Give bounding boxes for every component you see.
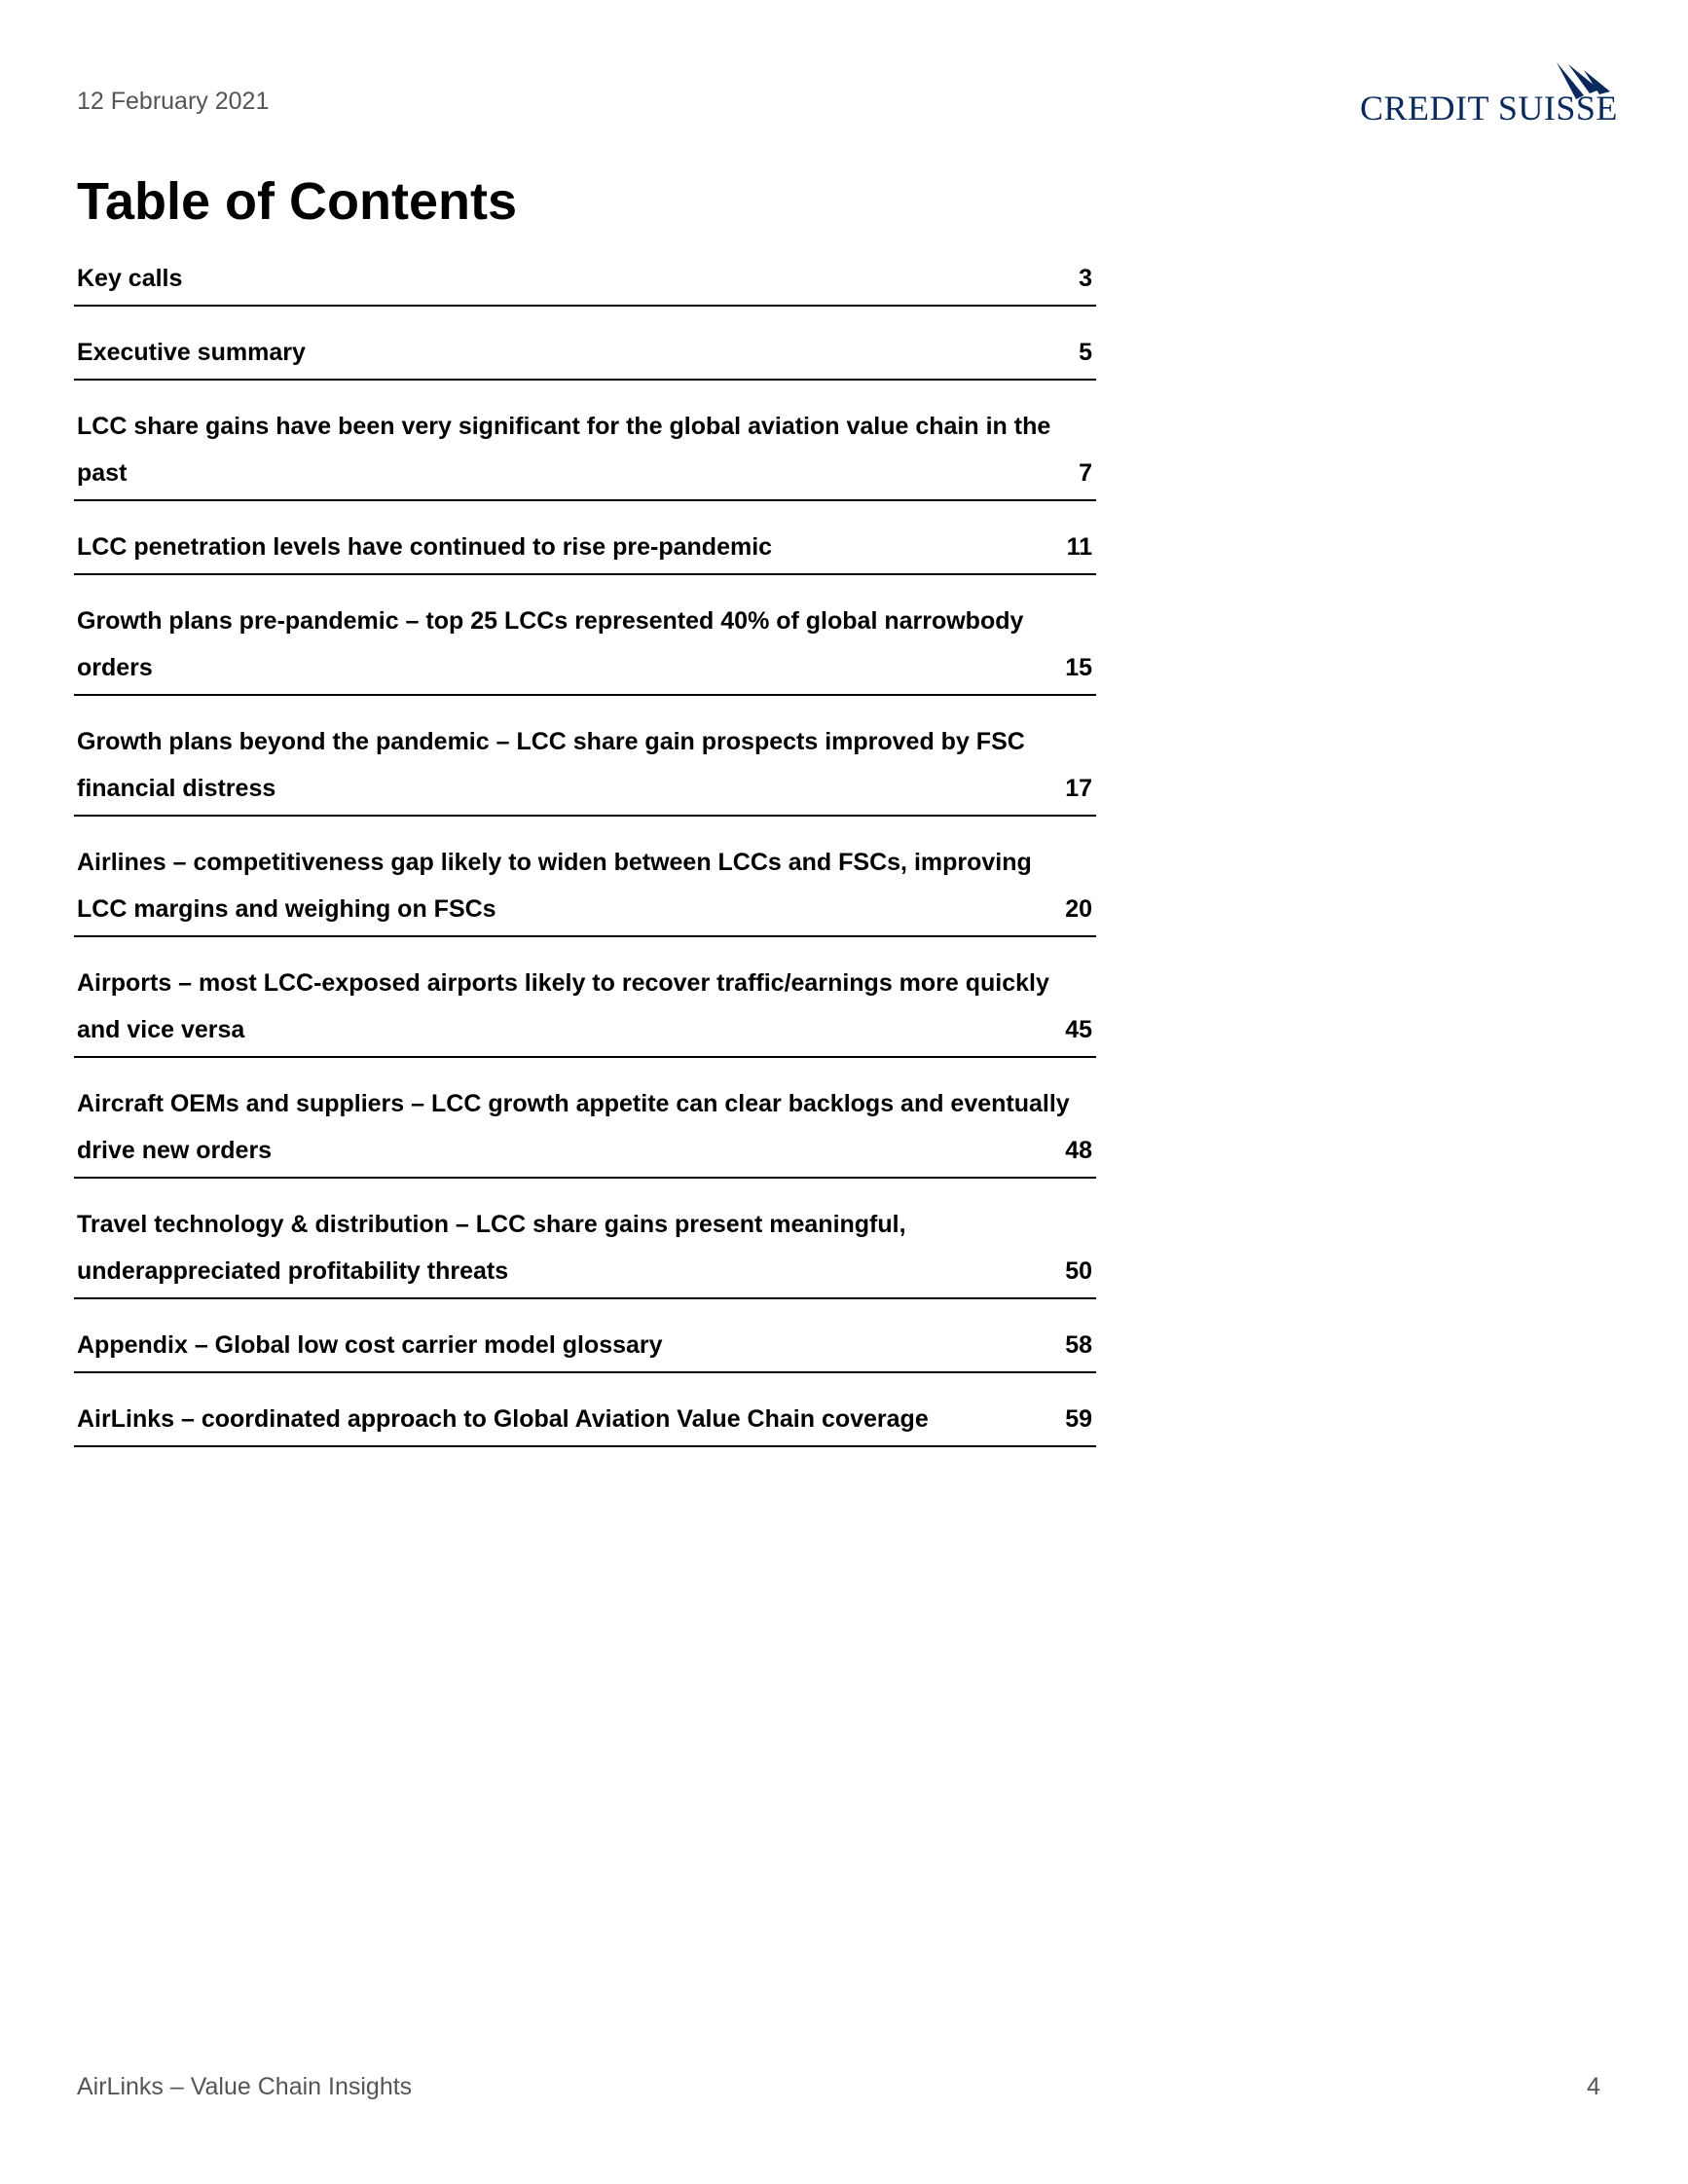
- toc-entry-title: [77, 1201, 1089, 1294]
- toc-entry-title-line: Key calls: [77, 265, 183, 292]
- toc-entry-page: 48: [1065, 1137, 1092, 1164]
- toc-entry-title-line: Appendix – Global low cost carrier model glossary: [77, 1331, 663, 1359]
- toc-entry-title-line: LCC share gains have been very significant for the global aviation value chain in the: [77, 413, 1051, 440]
- toc-entry-title: [77, 598, 1089, 691]
- toc-entry-page: 5: [1079, 339, 1092, 366]
- toc-entry[interactable]: [74, 839, 1096, 937]
- toc-entry[interactable]: [74, 255, 1096, 307]
- page-number: 4: [1587, 2073, 1600, 2100]
- toc-entry-title: [77, 718, 1089, 812]
- toc-entry-page: 50: [1065, 1257, 1092, 1285]
- toc-entry-title-line: Airports – most LCC-exposed airports likely to recover traffic/earnings more quickly: [77, 969, 1049, 997]
- toc-entry-page: 11: [1066, 533, 1092, 561]
- toc-entry-title: [77, 255, 1092, 302]
- toc-entry[interactable]: [74, 718, 1096, 817]
- toc-entry-page: 7: [1079, 459, 1092, 487]
- toc-entry-title: [77, 960, 1089, 1053]
- toc-entry-title: [77, 1080, 1089, 1174]
- toc-entry[interactable]: [74, 329, 1096, 381]
- toc-entry-title-line: past: [77, 459, 128, 487]
- toc-entry[interactable]: [74, 524, 1096, 575]
- toc-entry-title-line: underappreciated profitability threats: [77, 1257, 509, 1285]
- page-title: Table of Contents: [77, 172, 517, 231]
- toc-entry-title: [77, 1322, 1092, 1368]
- toc-entry-title: [77, 839, 1089, 932]
- toc-entry-title-line: orders: [77, 654, 153, 681]
- toc-entry[interactable]: [74, 1322, 1096, 1373]
- toc-entry-title: [77, 1396, 1092, 1442]
- sails-icon: [1555, 60, 1611, 103]
- toc-entry-title-line: Executive summary: [77, 339, 306, 366]
- toc-entry-title-line: Growth plans beyond the pandemic – LCC share gain prospects improved by FSC: [77, 728, 1025, 755]
- toc-entry-page: 15: [1065, 654, 1092, 681]
- toc-entry-page: 20: [1065, 895, 1092, 923]
- toc-entry-page: 3: [1079, 265, 1092, 292]
- toc-entry-title: [77, 403, 1089, 496]
- toc-entry-title-line: and vice versa: [77, 1016, 245, 1043]
- report-date: 12 February 2021: [77, 88, 270, 115]
- toc-entry-title-line: LCC margins and weighing on FSCs: [77, 895, 496, 923]
- toc-entry-title-line: financial distress: [77, 775, 276, 802]
- toc-entry-title: [77, 524, 1092, 570]
- toc-entry-title-line: Airlines – competitiveness gap likely to widen between LCCs and FSCs, improving: [77, 849, 1032, 876]
- toc-entry-title-line: Aircraft OEMs and suppliers – LCC growth appetite can clear backlogs and eventually: [77, 1090, 1070, 1117]
- toc-entry-title: [77, 329, 1092, 376]
- toc-entry-title-line: Travel technology & distribution – LCC share gains present meaningful,: [77, 1211, 906, 1238]
- toc-entry-title-line: drive new orders: [77, 1137, 273, 1164]
- toc-entry-title-line: Growth plans pre-pandemic – top 25 LCCs represented 40% of global narrowbody: [77, 607, 1024, 635]
- toc-entry-title-line: LCC penetration levels have continued to rise pre-pandemic: [77, 533, 773, 561]
- toc-entry[interactable]: [74, 960, 1096, 1058]
- toc-entry[interactable]: [74, 598, 1096, 696]
- toc-entry-page: 45: [1065, 1016, 1092, 1043]
- toc-entry-page: 59: [1065, 1405, 1092, 1433]
- brand-name: CREDIT SUISSE: [1360, 89, 1618, 127]
- toc-entry[interactable]: [74, 1396, 1096, 1447]
- toc-entry[interactable]: [74, 403, 1096, 501]
- footer-report-name: AirLinks – Value Chain Insights: [77, 2073, 413, 2100]
- toc-entry-page: 58: [1065, 1331, 1092, 1359]
- credit-suisse-logo: [1360, 60, 1618, 127]
- table-of-contents: [74, 255, 1096, 1470]
- toc-entry-page: 17: [1065, 775, 1092, 802]
- toc-entry-title-line: AirLinks – coordinated approach to Global Aviation Value Chain coverage: [77, 1405, 929, 1433]
- toc-entry[interactable]: [74, 1080, 1096, 1179]
- toc-entry[interactable]: [74, 1201, 1096, 1299]
